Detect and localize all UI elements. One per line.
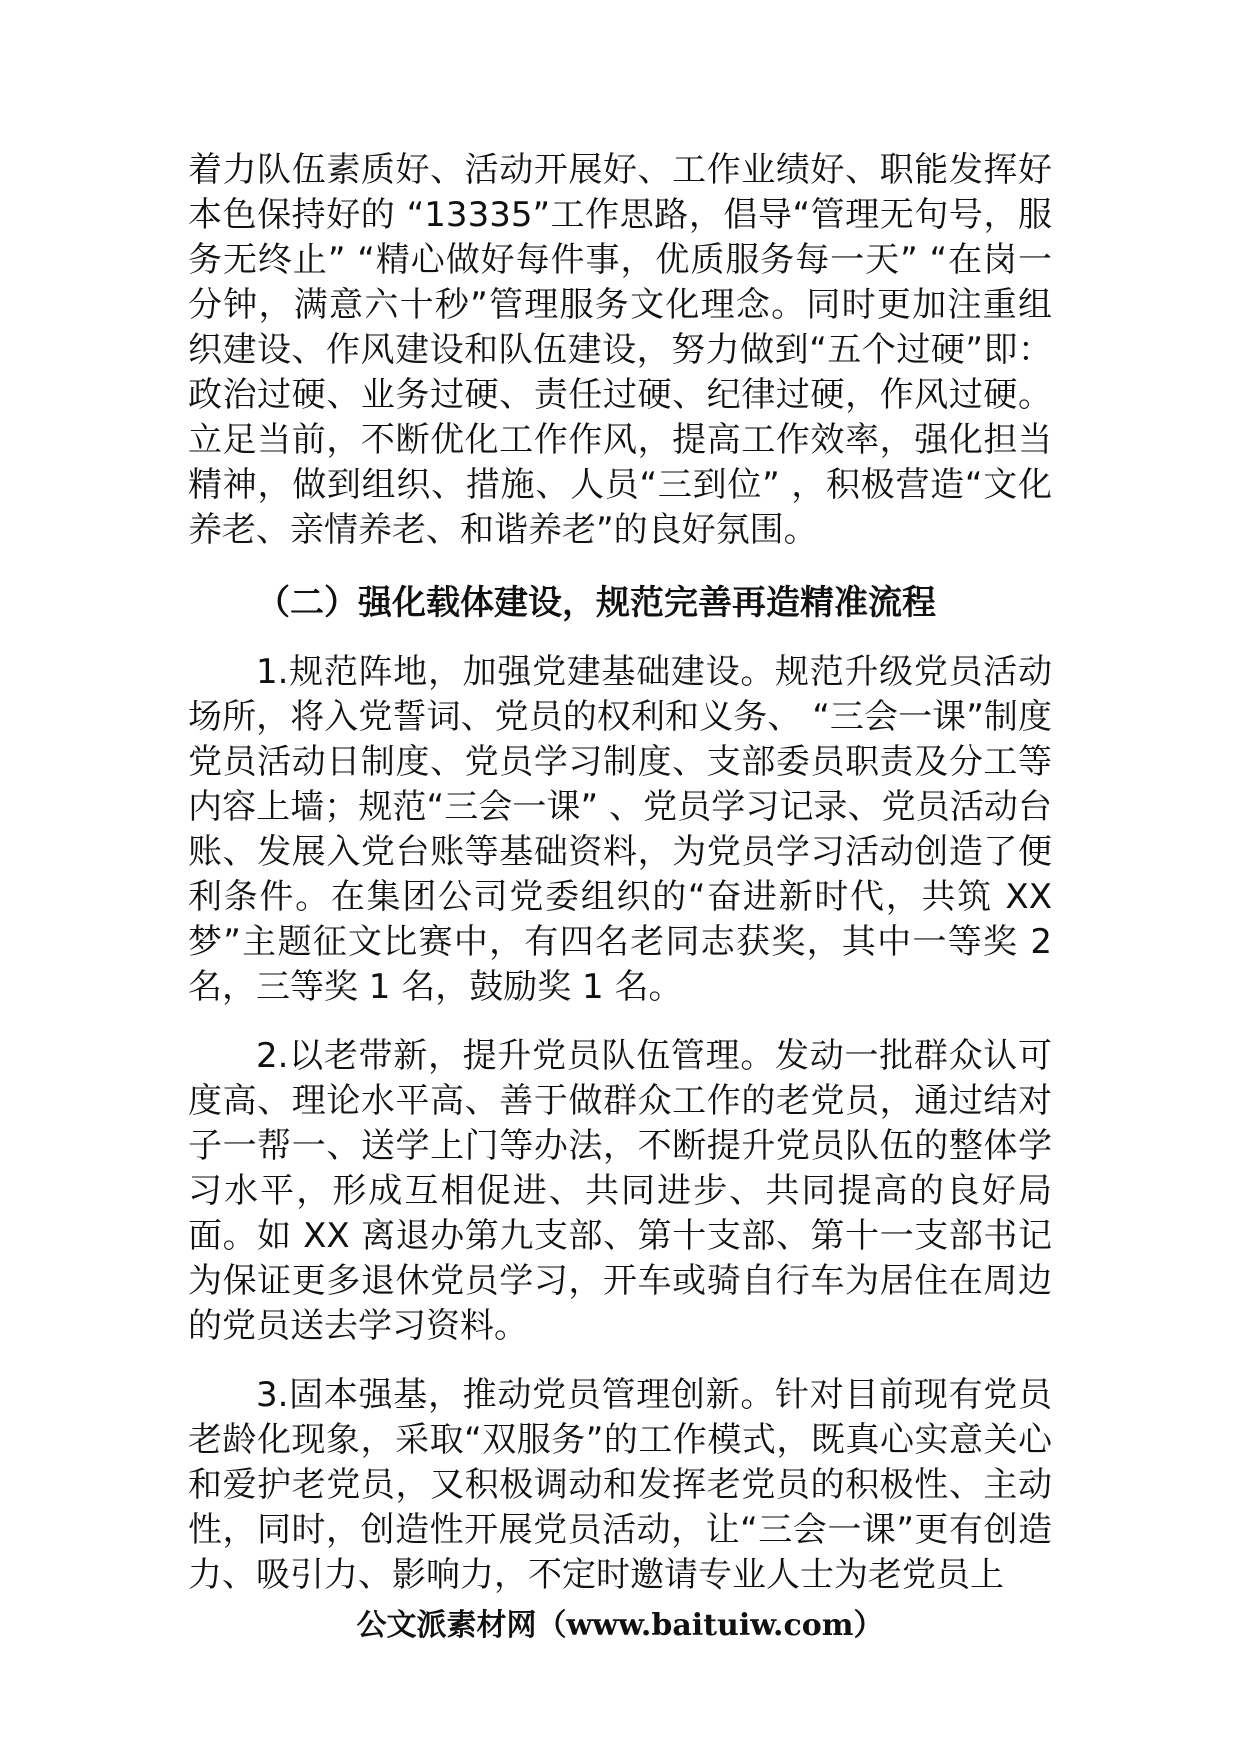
paragraph-item-3: 3.固本强基，推动党员管理创新。针对目前现有党员老龄化现象，采取“双服务”的工作模式，既真心实意关心和爱护老党员，又积极调动和发挥老党员的积极性、主动性，同时，创造性开展党员活动，让“三会一课”更有创造力、吸引力、影响力，不定时邀请专业人士为老党员上 [188,1375,1052,1595]
paragraph-item-1: 1.规范阵地，加强党建基础建设。规范升级党员活动场所，将入党誓词、党员的权利和义务、 “三会一课”制度党员活动日制度、党员学习制度、支部委员职责及分工等内容上墙；规范“三会一课” 、党员学习记录、党员活动台账、发展入党台账等基础资料，为党员学习活动创造了便利条件。在集团公司党委组织的“奋进新时代，共筑 XX 梦”主题征文比赛中，有四名老同志获奖，其中一等奖 2 名，三等奖 1 名，鼓励奖 1 名。 [188,652,1052,1007]
intro-paragraph: 着力队伍素质好、活动开展好、工作业绩好、职能发挥好本色保持好的 “13335”工作思路，倡导“管理无句号，服务无终止” “精心做好每件事，优质服务每一天” “在岗一分钟，满意六十秒”管理服务文化理念。同时更加注重组织建设、作风建设和队伍建设，努力做到“五个过硬”即：政治过硬、业务过硬、责任过硬、纪律过硬，作风过硬。立足当前，不断优化工作作风，提高工作效率，强化担当精神，做到组织、措施、人员“三到位” ，积极营造“文化养老、亲情养老、和谐养老”的良好氛围。 [188,150,1052,550]
paragraph-item-2: 2.以老带新，提升党员队伍管理。发动一批群众认可度高、理论水平高、善于做群众工作的老党员，通过结对子一帮一、送学上门等办法，不断提升党员队伍的整体学习水平，形成互相促进、共同进步、共同提高的良好局面。如 XX 离退办第九支部、第十支部、第十一支部书记为保证更多退休党员学习，开车或骑自行车为居住在周边的党员送去学习资料。 [188,1036,1052,1346]
footer-watermark-text: 公文派素材网（www.baituiw.com） [356,1608,884,1643]
section-heading: （二）强化载体建设，规范完善再造精准流程 [256,583,936,623]
document-body [188,148,1052,1598]
